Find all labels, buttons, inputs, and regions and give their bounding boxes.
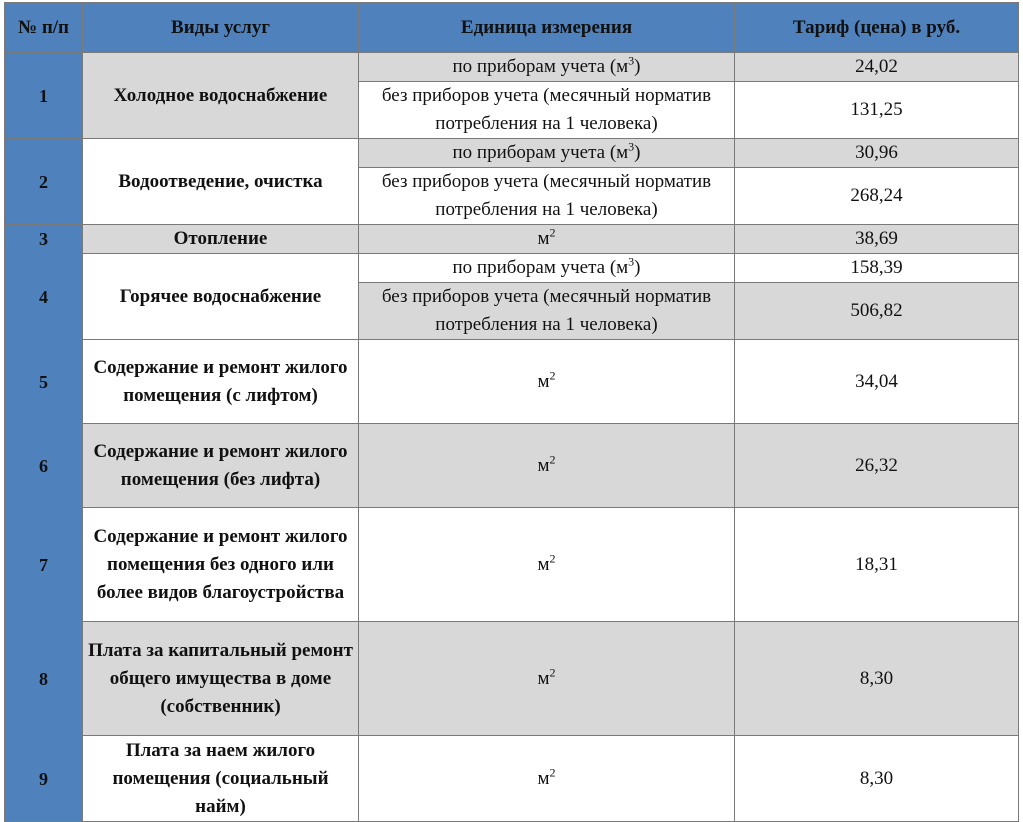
service-name: Содержание и ремонт жилого помещения (без лифта) bbox=[83, 424, 359, 508]
table-row bbox=[5, 424, 1019, 508]
row-number: 8 bbox=[5, 622, 83, 736]
unit-m2: $м^2$ bbox=[359, 508, 735, 622]
unit-norm: без приборов учета (месячный норматив потребления на 1 человека) bbox=[359, 168, 735, 225]
row-number: 4 bbox=[5, 254, 83, 340]
header-unit: Единица измерения bbox=[359, 3, 735, 53]
price: 8,30 bbox=[735, 622, 1019, 736]
row-number: 7 bbox=[5, 508, 83, 622]
table-row bbox=[5, 53, 1019, 82]
service-name: Холодное водоснабжение bbox=[83, 53, 359, 139]
price-norm: 506,82 bbox=[735, 283, 1019, 340]
service-name: Содержание и ремонт жилого помещения (с лифтом) bbox=[83, 340, 359, 424]
service-name: Водоотведение, очистка bbox=[83, 139, 359, 225]
unit-norm: без приборов учета (месячный норматив потребления на 1 человека) bbox=[359, 82, 735, 139]
service-name: Отопление bbox=[83, 225, 359, 254]
price: 34,04 bbox=[735, 340, 1019, 424]
table-row bbox=[5, 225, 1019, 254]
service-name: Плата за наем жилого помещения (социальный найм) bbox=[83, 736, 359, 822]
row-number: 5 bbox=[5, 340, 83, 424]
unit-norm: без приборов учета (месячный норматив потребления на 1 человека) bbox=[359, 283, 735, 340]
table-row bbox=[5, 254, 1019, 283]
row-number: 3 bbox=[5, 225, 83, 254]
header-row bbox=[5, 3, 1019, 53]
header-tariff: Тариф (цена) в руб. bbox=[735, 3, 1019, 53]
row-number: 6 bbox=[5, 424, 83, 508]
unit-m2: $м^2$ bbox=[359, 225, 735, 254]
unit-meter: по приборам учета $(м^3)$ bbox=[359, 139, 735, 168]
unit-m2: $м^2$ bbox=[359, 622, 735, 736]
table-row bbox=[5, 736, 1019, 822]
unit-m2: $м^2$ bbox=[359, 736, 735, 822]
price: 38,69 bbox=[735, 225, 1019, 254]
unit-m2: $м^2$ bbox=[359, 340, 735, 424]
table-row bbox=[5, 340, 1019, 424]
unit-m2: $м^2$ bbox=[359, 424, 735, 508]
table-row bbox=[5, 622, 1019, 736]
price-norm: 131,25 bbox=[735, 82, 1019, 139]
price-meter: 24,02 bbox=[735, 53, 1019, 82]
price-meter: 30,96 bbox=[735, 139, 1019, 168]
header-service: Виды услуг bbox=[83, 3, 359, 53]
header-num: № п/п bbox=[5, 3, 83, 53]
unit-meter: по приборам учета $(м^3)$ bbox=[359, 254, 735, 283]
unit-meter: по приборам учета $(м^3)$ bbox=[359, 53, 735, 82]
service-name: Горячее водоснабжение bbox=[83, 254, 359, 340]
price: 26,32 bbox=[735, 424, 1019, 508]
tariff-table bbox=[4, 2, 1019, 822]
table-row bbox=[5, 139, 1019, 168]
price-norm: 268,24 bbox=[735, 168, 1019, 225]
row-number: 1 bbox=[5, 53, 83, 139]
row-number: 9 bbox=[5, 736, 83, 822]
price: 8,30 bbox=[735, 736, 1019, 822]
price-meter: 158,39 bbox=[735, 254, 1019, 283]
row-number: 2 bbox=[5, 139, 83, 225]
price: 18,31 bbox=[735, 508, 1019, 622]
service-name: Содержание и ремонт жилого помещения без одного или более видов благоустройства bbox=[83, 508, 359, 622]
table-row bbox=[5, 508, 1019, 622]
service-name: Плата за капитальный ремонт общего имущества в доме (собственник) bbox=[83, 622, 359, 736]
